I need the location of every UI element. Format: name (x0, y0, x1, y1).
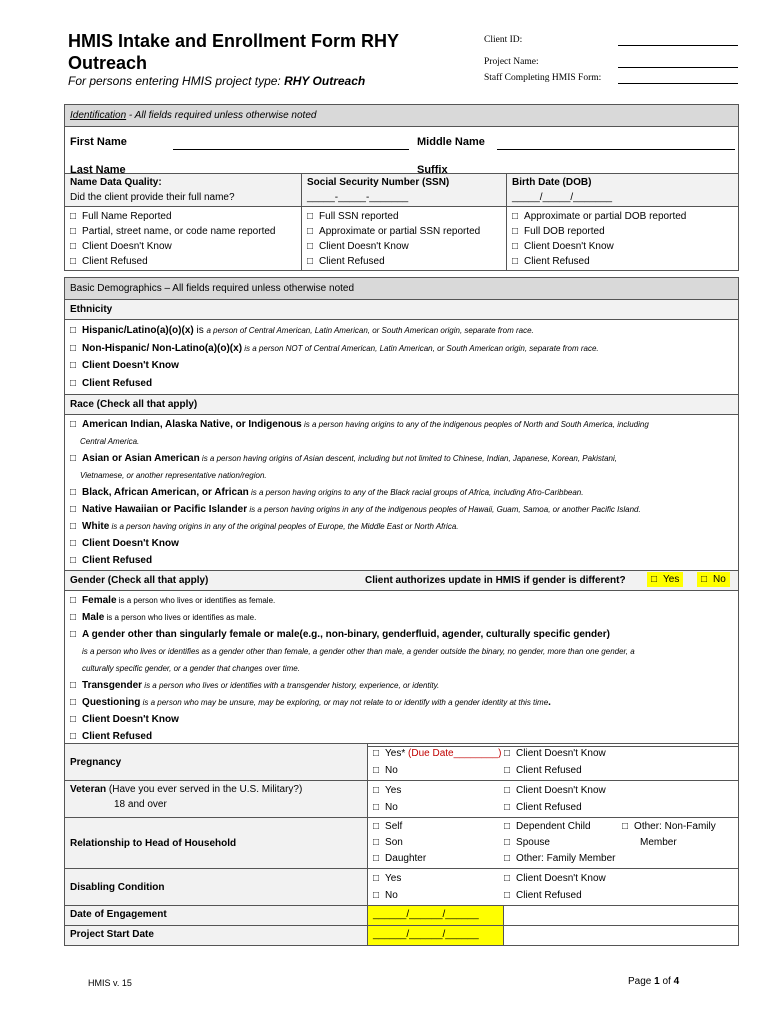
male-label: Male (82, 612, 105, 623)
disabling-dk[interactable]: □ Client Doesn't Know (504, 870, 606, 887)
identification-heading-note: - All fields required unless otherwise noted (126, 110, 317, 121)
project-name-field[interactable] (618, 67, 738, 68)
ssn-option[interactable]: □ Client Doesn't Know (307, 239, 501, 254)
male-desc: is a person who lives or identifies as male. (104, 613, 257, 622)
race-asian[interactable] (70, 450, 733, 467)
ethnicity-refused[interactable]: □ Client Refused (70, 375, 733, 393)
dob-option[interactable]: □ Approximate or partial DOB reported (512, 209, 733, 224)
ssn-option[interactable]: □ Approximate or partial SSN reported (307, 224, 501, 239)
identification-heading (65, 105, 739, 127)
hispanic-desc: a person of Central American, Latin American, or South American origin, separate from race. (206, 326, 534, 335)
pregnancy-no[interactable]: □ No (373, 762, 733, 779)
race-nhpi[interactable] (70, 501, 733, 518)
relationship-family-member[interactable]: □ Other: Family Member (504, 851, 616, 867)
gender-other-desc: is a person who lives or identifies as a gender other than female, a gender other than male, a gender outside the binary, no gender, more than one gender, a (82, 647, 635, 656)
relationship-self[interactable]: □ Self (373, 819, 733, 835)
name-quality-title: Name Data Quality: (70, 177, 162, 188)
disabling-yes[interactable]: □ Yes (373, 870, 733, 887)
demographics-heading: Basic Demographics – All fields required unless otherwise noted (65, 278, 739, 300)
veteran-label-rest: (Have you ever served in the U.S. Military?) (106, 784, 303, 795)
pregnancy-label: Pregnancy (65, 744, 368, 781)
name-quality-header (65, 174, 302, 207)
black-label: Black, African American, or African (82, 487, 249, 498)
non-hispanic-desc: is a person NOT of Central American, Latin American, or South American origin, separate from race. (242, 343, 599, 353)
female-label: Female (82, 595, 117, 606)
disabling-refused[interactable]: □ Client Refused (504, 887, 582, 904)
page-prefix: Page (628, 976, 655, 987)
white-desc: is a person having origins in any of the original peoples of Europe, the Middle East or North Africa. (109, 522, 459, 531)
dob-option[interactable]: □ Client Doesn't Know (512, 239, 733, 254)
name-quality-option[interactable]: □ Partial, street name, or code name reported (70, 224, 296, 239)
aian-label: American Indian, Alaska Native, or Indigenous (82, 419, 302, 430)
dob-option[interactable]: □ Full DOB reported (512, 224, 733, 239)
veteran-label-age: 18 and over (114, 799, 167, 810)
gender-transgender[interactable] (70, 677, 733, 694)
quest-desc: is a person who may be unsure, may be exploring, or may not relate to or identify with a gender identity at this time (140, 698, 549, 707)
middle-name-field[interactable] (497, 149, 735, 150)
staff-label: Staff Completing HMIS Form: (484, 73, 602, 83)
asian-desc: is a person having origins of Asian descent, including but not limited to Chinese, Indian, Japanese, Korean, Pakistani, (199, 454, 617, 463)
subtitle-type: RHY Outreach (284, 74, 366, 88)
race-white[interactable] (70, 518, 733, 535)
name-quality-option[interactable]: □ Client Doesn't Know (70, 239, 296, 254)
disabling-label: Disabling Condition (65, 869, 368, 906)
name-quality-option[interactable]: □ Client Refused (70, 254, 296, 269)
relationship-non-family[interactable]: □ Other: Non-Family (622, 819, 716, 835)
ethnicity-hispanic[interactable] (70, 322, 733, 340)
first-name-field[interactable] (173, 149, 409, 150)
authorize-yes[interactable]: □ Yes (647, 572, 683, 587)
gender-title-row (65, 571, 739, 591)
veteran-no[interactable]: □ No (373, 799, 733, 816)
veteran-dk[interactable]: □ Client Doesn't Know (504, 782, 606, 799)
ssn-option[interactable]: □ Full SSN reported (307, 209, 501, 224)
ssn-header (302, 174, 507, 207)
gender-other-desc-cont: culturally specific gender, or a gender that changes over time. (82, 664, 300, 673)
ssn-field[interactable]: _____-_____-_______ (307, 192, 409, 203)
page-total: 4 (673, 976, 680, 987)
suffix-label: Suffix (417, 164, 448, 176)
hispanic-is: is (193, 325, 207, 336)
dob-header (507, 174, 739, 207)
gender-questioning[interactable] (70, 694, 733, 711)
ssn-title: Social Security Number (SSN) (307, 177, 450, 188)
footer-page-number (628, 976, 679, 987)
aian-desc: is a person having origins to any of the indigenous peoples of North and South America, including (301, 420, 649, 429)
first-name-label: First Name (70, 136, 127, 148)
dob-field[interactable]: _____/_____/_______ (512, 192, 613, 203)
name-quality-question: Did the client provide their full name? (70, 192, 235, 203)
relationship-dependent-child[interactable]: □ Dependent Child (504, 819, 591, 835)
dob-title: Birth Date (DOB) (512, 177, 592, 188)
female-desc: is a person who lives or identifies as female. (116, 596, 276, 605)
relationship-non-family-cont: Member (640, 837, 677, 848)
veteran-refused[interactable]: □ Client Refused (504, 799, 582, 816)
gender-male[interactable] (70, 609, 733, 626)
footer-version: HMIS v. 15 (88, 978, 132, 988)
identification-section (64, 104, 739, 271)
pregnancy-yes-text: Yes* (385, 748, 409, 759)
client-id-field[interactable] (618, 45, 738, 46)
name-quality-option[interactable]: □ Full Name Reported (70, 209, 296, 224)
black-desc: is a person having origins to any of the Black racial groups of Africa, including Afro-Caribbean. (248, 488, 584, 497)
pregnancy-refused[interactable]: □ Client Refused (504, 762, 582, 779)
veteran-label (65, 781, 368, 818)
race-black[interactable] (70, 484, 733, 501)
nhpi-label: Native Hawaiian or Pacific Islander (82, 504, 248, 515)
client-id-label: Client ID: (484, 35, 523, 45)
race-title: Race (Check all that apply) (65, 395, 739, 415)
authorize-no[interactable]: □ No (697, 572, 730, 587)
veteran-label-bold: Veteran (70, 784, 107, 795)
ssn-option[interactable]: □ Client Refused (307, 254, 501, 269)
ethnicity-title: Ethnicity (65, 300, 739, 320)
project-name-label: Project Name: (484, 57, 539, 67)
ethnicity-doesnt-know[interactable]: □ Client Doesn't Know (70, 357, 733, 375)
ethnicity-non-hispanic[interactable] (70, 340, 733, 358)
relationship-son[interactable]: □ Son (373, 835, 733, 851)
last-name-label: Last Name (70, 164, 126, 176)
non-hispanic-label: Non-Hispanic/ Non-Latino(a)(o)(x) (82, 342, 243, 354)
gender-title: Gender (Check all that apply) (70, 575, 209, 586)
pregnancy-dk[interactable]: □ Client Doesn't Know (504, 745, 606, 762)
identification-heading-text: Identification (70, 110, 127, 121)
subtitle-prefix: For persons entering HMIS project type: (68, 74, 285, 88)
veteran-yes[interactable]: □ Yes (373, 782, 733, 799)
engagement-date-field[interactable]: ______/______/______ (368, 906, 504, 926)
gender-authorize: Client authorizes update in HMIS if gender is different? (365, 575, 626, 586)
gender-refused[interactable]: □ Client Refused (70, 728, 733, 745)
page-of: of (659, 976, 674, 987)
gender-other[interactable]: □ A gender other than singularly female or male(e.g., non-binary, genderfluid, agender, culturally specific gender) (70, 626, 733, 643)
relationship-label: Relationship to Head of Household (65, 818, 368, 869)
gender-doesnt-know[interactable]: □ Client Doesn't Know (70, 711, 733, 728)
dob-option[interactable]: □ Client Refused (512, 254, 733, 269)
disabling-no[interactable]: □ No (373, 887, 733, 904)
bottom-section (64, 743, 739, 946)
relationship-daughter[interactable]: □ Daughter (373, 851, 733, 867)
start-date-label: Project Start Date (65, 926, 368, 946)
page-subtitle (68, 74, 365, 88)
aian-desc-cont: Central America. (80, 437, 140, 446)
page-current: 1 (654, 976, 660, 987)
asian-desc-cont: Vietnamese, or another representative nation/region. (80, 471, 267, 480)
nhpi-desc: is a person having origins in any of the indigenous peoples of Hawaii, Guam, Samoa, or another Pacific Island. (247, 505, 641, 514)
engagement-label: Date of Engagement (65, 906, 368, 926)
start-date-field[interactable]: ______/______/______ (368, 926, 504, 946)
trans-label: Transgender (82, 680, 143, 691)
race-aian[interactable] (70, 416, 733, 433)
white-label: White (82, 521, 110, 532)
quest-period: . (548, 697, 551, 708)
middle-name-label: Middle Name (417, 136, 485, 148)
relationship-spouse[interactable]: □ Spouse (504, 835, 550, 851)
pregnancy-due-date[interactable]: (Due Date________) (408, 748, 502, 759)
page-title: HMIS Intake and Enrollment Form RHY Outreach (68, 31, 399, 73)
quest-label: Questioning (82, 697, 141, 708)
staff-field[interactable] (618, 83, 738, 84)
hispanic-label: Hispanic/Latino(a)(o)(x) (82, 325, 194, 336)
trans-desc: is a person who lives or identifies with a transgender history, experience, or identity. (142, 681, 440, 690)
race-refused[interactable]: □ Client Refused (70, 552, 733, 569)
asian-label: Asian or Asian American (82, 453, 200, 464)
race-doesnt-know[interactable]: □ Client Doesn't Know (70, 535, 733, 552)
gender-female[interactable] (70, 592, 733, 609)
demographics-section (64, 277, 739, 747)
